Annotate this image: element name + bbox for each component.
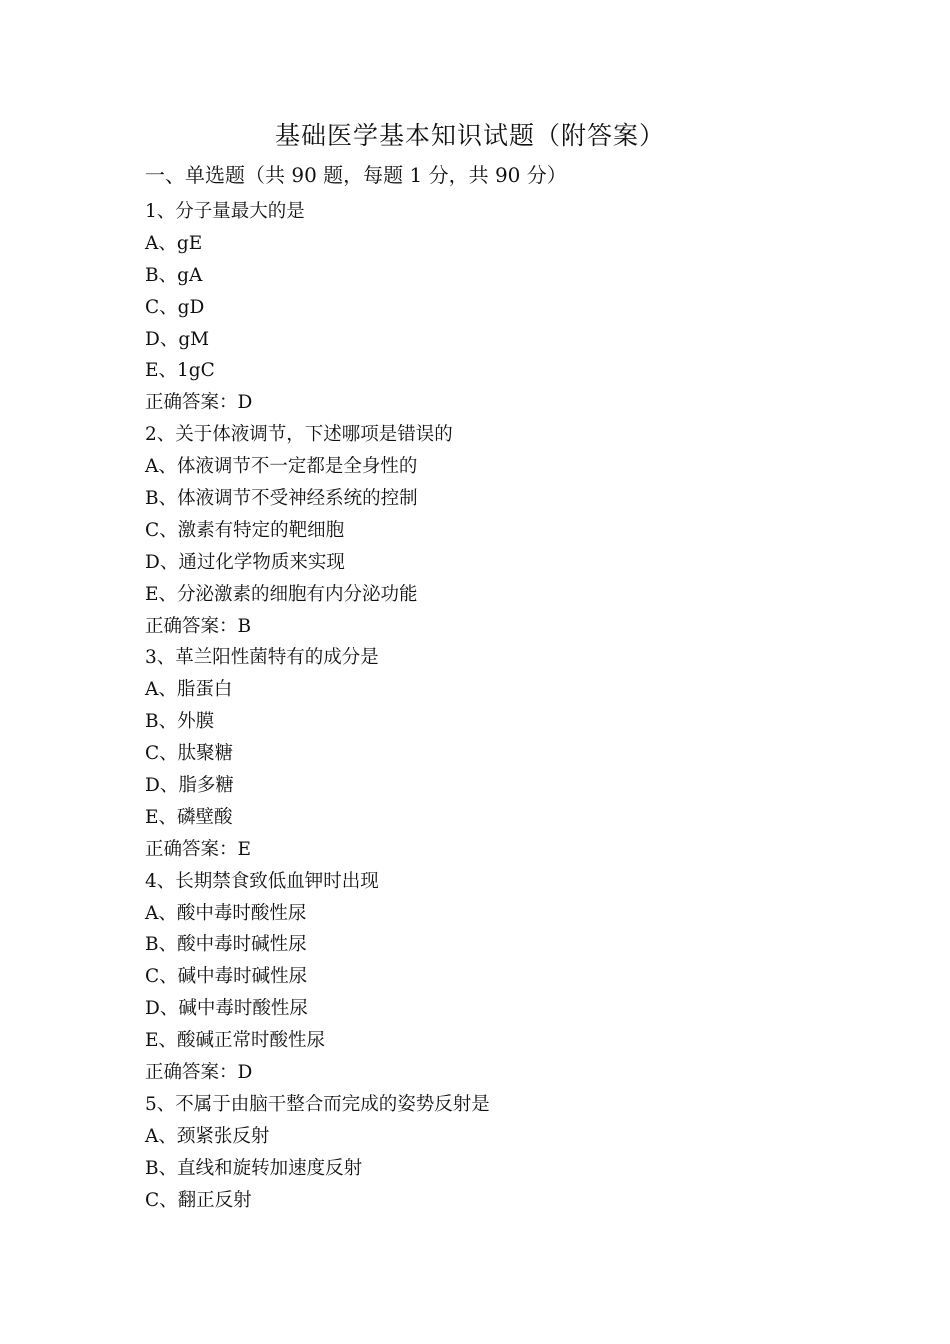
question-block	[145, 642, 845, 865]
question-list	[145, 196, 845, 1217]
option-b: B、gA	[145, 264, 203, 286]
question-stem: 3、革兰阳性菌特有的成分是	[145, 647, 379, 669]
correct-answer: 正确答案：D	[145, 392, 253, 414]
option-c: C、碱中毒时碱性尿	[145, 966, 308, 988]
option-e: E、磷壁酸	[145, 806, 233, 828]
question-block	[145, 1089, 845, 1217]
option-b: B、外膜	[145, 711, 215, 733]
question-block	[145, 196, 845, 419]
question-stem: 2、关于体液调节，下述哪项是错误的	[145, 424, 453, 446]
correct-answer: 正确答案：B	[145, 615, 252, 637]
option-d: D、碱中毒时酸性尿	[145, 998, 308, 1020]
question-block	[145, 866, 845, 1089]
correct-answer: 正确答案：D	[145, 1062, 253, 1084]
option-e: E、1gC	[145, 360, 215, 382]
option-a: A、颈紧张反射	[145, 1125, 270, 1147]
option-b: B、体液调节不受神经系统的控制	[145, 488, 418, 510]
option-b: B、直线和旋转加速度反射	[145, 1157, 363, 1179]
option-a: A、脂蛋白	[145, 679, 233, 701]
document-title: 基础医学基本知识试题（附答案）	[274, 121, 665, 150]
question-stem: 5、不属于由脑干整合而完成的姿势反射是	[145, 1093, 490, 1115]
option-b: B、酸中毒时碱性尿	[145, 934, 307, 956]
option-d: D、通过化学物质来实现	[145, 551, 345, 573]
correct-answer: 正确答案：E	[145, 838, 252, 860]
option-c: C、翻正反射	[145, 1189, 252, 1211]
option-a: A、体液调节不一定都是全身性的	[145, 456, 418, 478]
option-e: E、分泌激素的细胞有内分泌功能	[145, 583, 418, 605]
option-d: D、脂多糖	[145, 775, 234, 797]
question-stem: 1、分子量最大的是	[145, 201, 305, 222]
option-c: C、肽聚糖	[145, 743, 234, 765]
option-c: C、gD	[145, 296, 205, 318]
question-stem: 4、长期禁食致低血钾时出现	[145, 870, 379, 892]
option-c: C、激素有特定的靶细胞	[145, 519, 345, 541]
option-a: A、gE	[145, 232, 203, 254]
option-e: E、酸碱正常时酸性尿	[145, 1030, 326, 1052]
option-d: D、gM	[145, 328, 210, 350]
option-a: A、酸中毒时酸性尿	[145, 902, 307, 924]
section-heading: 一、单选题（共 90 题，每题 1 分，共 90 分）	[145, 163, 567, 187]
question-block	[145, 419, 845, 642]
